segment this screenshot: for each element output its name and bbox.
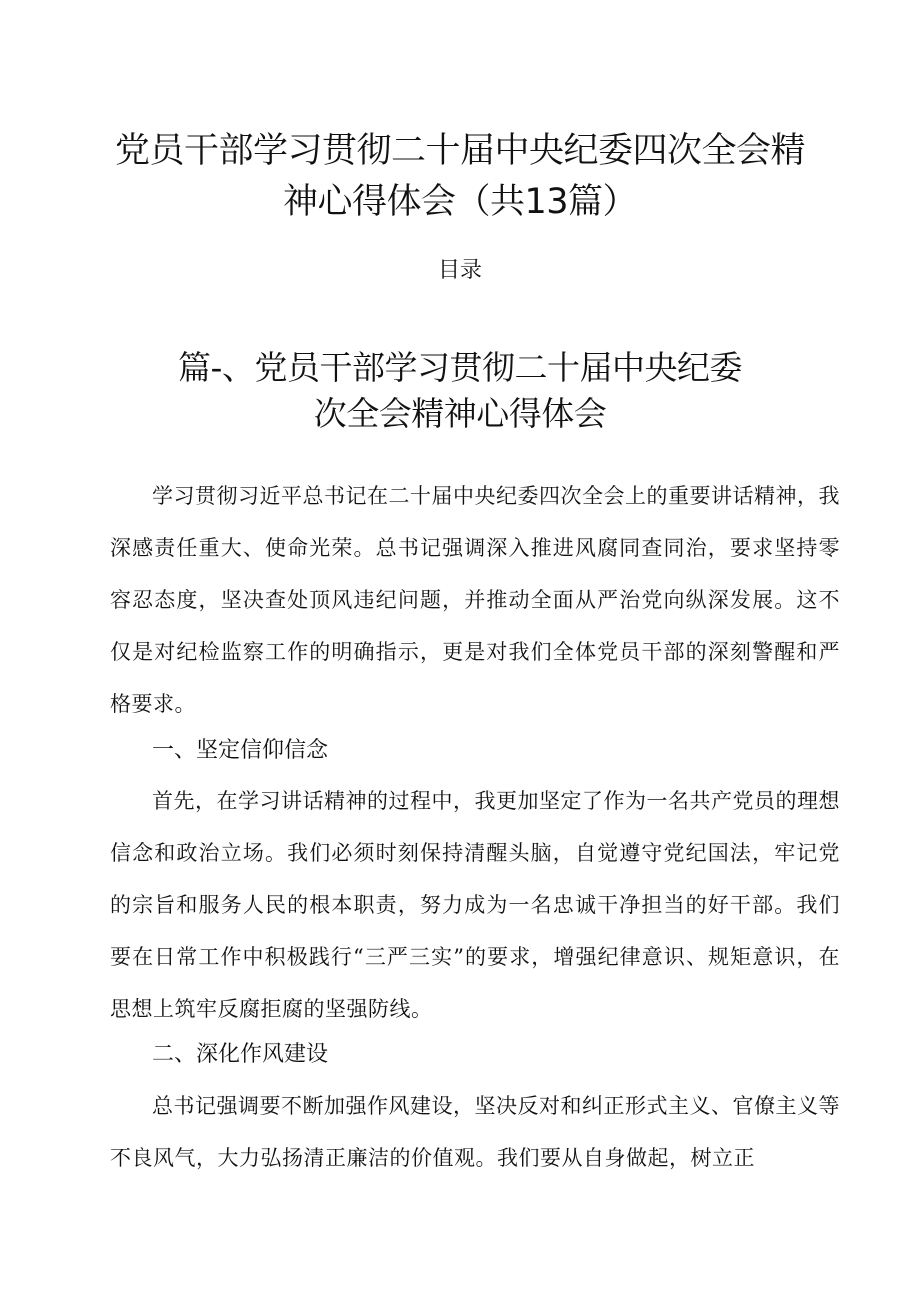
section-heading-2: 二、深化作风建设: [152, 1042, 329, 1067]
document-title-line-2: 神心得体会（共13篇）: [282, 182, 638, 222]
body-paragraph-section-1: 首先，在学习讲话精神的过程中，我更加坚定了作为一名共产党员的理想信念和政治立场。我们必须时刻保持清醒头脑，自觉遵守党纪国法，牢记党的宗旨和服务人民的根本职责，努力成为一名忠诚干净担当的好干部。我们要在日常工作中积极践行“三严三实”的要求，增强纪律意识、规矩意识，在思想上筑牢反腐拒腐的坚强防线。: [110, 789, 840, 1021]
document-title-line-1: 党员干部学习贯彻二十届中央纪委四次全会精: [114, 131, 805, 171]
chapter-title-line-1: 篇-、党员干部学习贯彻二十届中央纪委: [178, 348, 742, 387]
section-heading-1: 一、坚定信仰信念: [152, 738, 329, 763]
document-title: [80, 126, 840, 228]
chapter-title: [100, 345, 820, 437]
body-paragraph-section-2: 总书记强调要不断加强作风建设，坚决反对和纠正形式主义、官僚主义等不良风气，大力弘扬清正廉洁的价值观。我们要从自身做起，树立正: [110, 1094, 840, 1170]
table-of-contents-label: 目录: [437, 258, 482, 283]
chapter-title-line-2: 次全会精神心得体会: [313, 394, 607, 433]
body-paragraph-intro: 学习贯彻习近平总书记在二十届中央纪委四次全会上的重要讲话精神，我深感责任重大、使命光荣。总书记强调深入推进风腐同查同治，要求坚持零容忍态度，坚决查处顶风违纪问题，并推动全面从严治党向纵深发展。这不仅是对纪检监察工作的明确指示，更是对我们全体党员干部的深刻警醒和严格要求。: [110, 484, 840, 716]
